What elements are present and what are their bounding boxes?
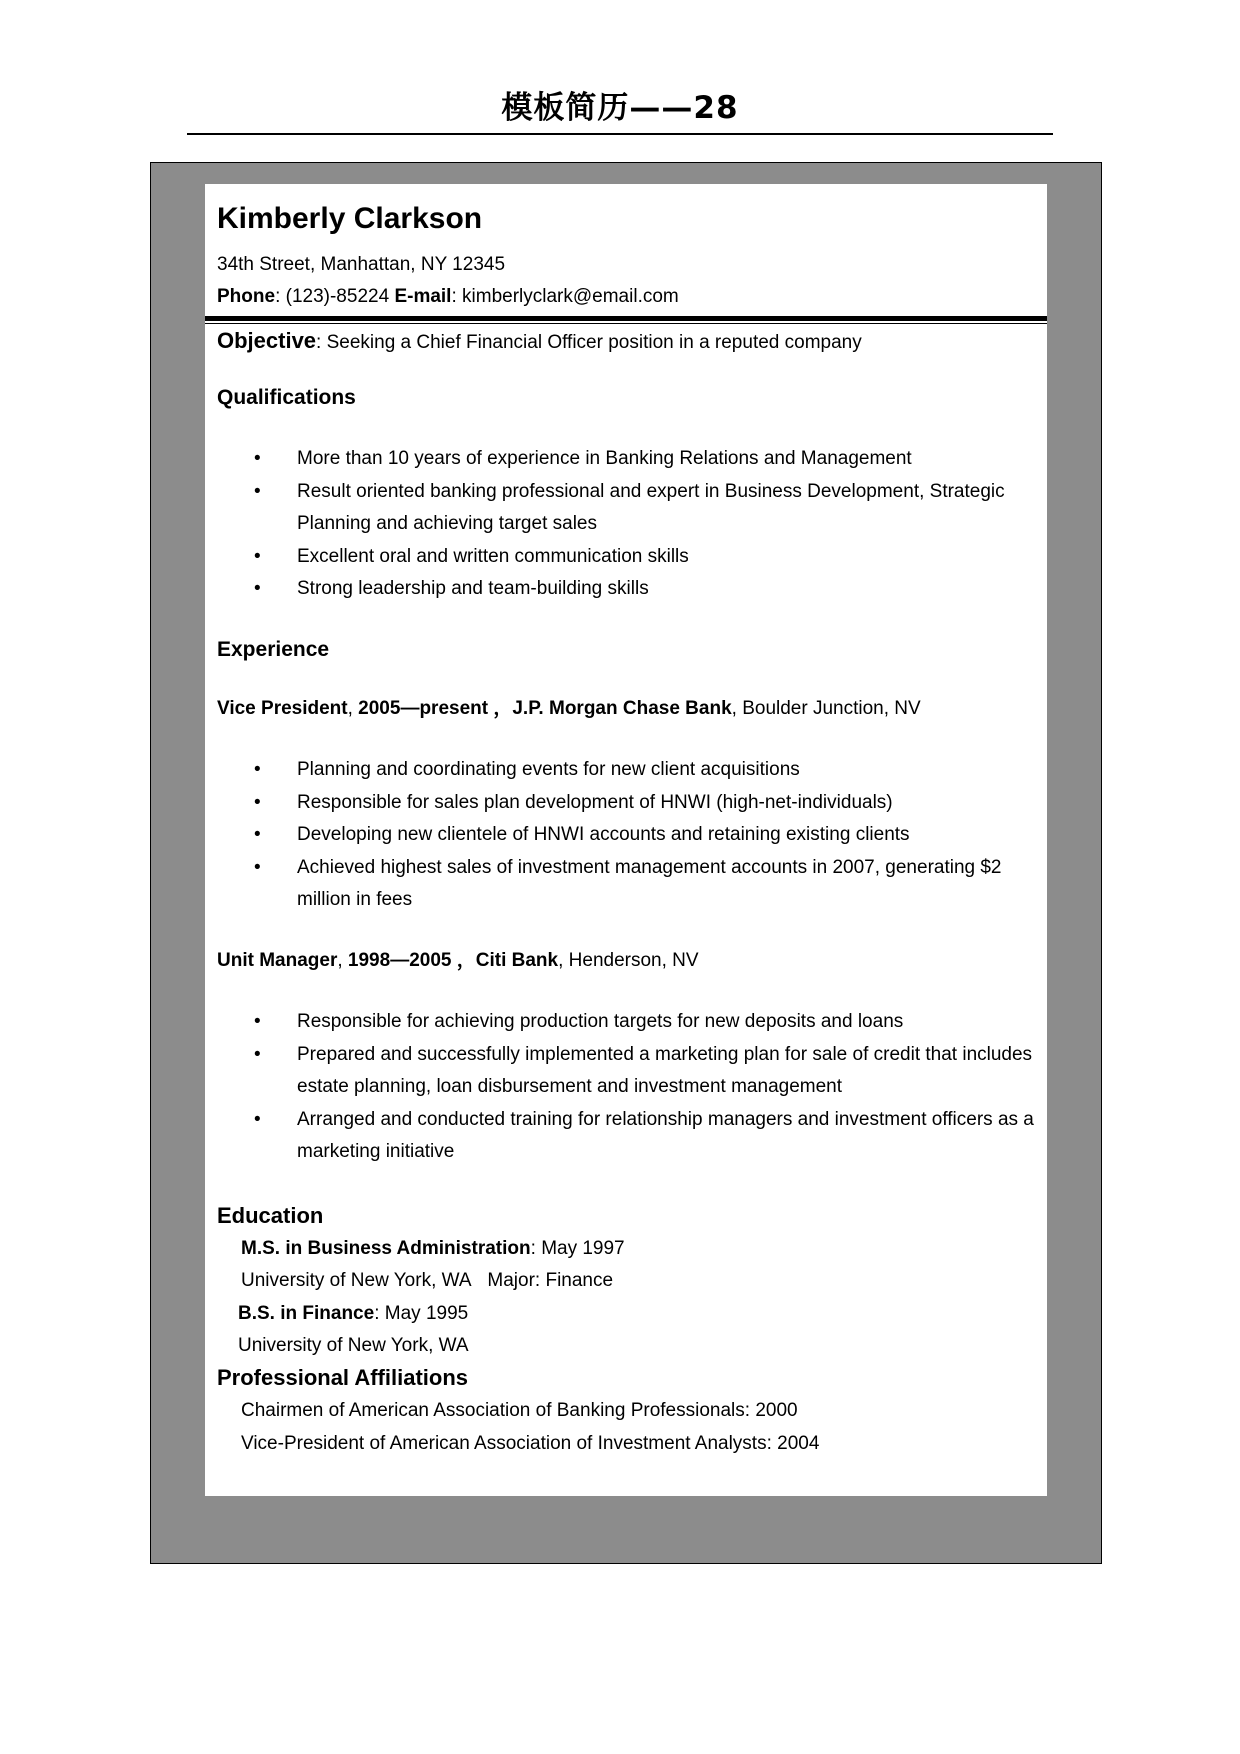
email-label: E-mail [394,286,452,307]
phone-label: Phone [217,286,276,307]
list-item: • Achieved highest sales of investment management accounts in 2007, generating $2 million in fees [217,852,1035,917]
affiliation-item: Vice-President of American Association of Investment Analysts: 2004 [241,1433,820,1454]
phone-value: (123)-85224 [285,286,390,307]
list-item: • More than 10 years of experience in Banking Relations and Management [217,443,1035,476]
candidate-name: Kimberly Clarkson [217,202,483,235]
degree-date: May 1995 [384,1303,469,1324]
list-item: • Planning and coordinating events for new client acquisitions [217,754,1035,787]
edu-degree: B.S. in Finance: May 1995 [238,1303,469,1324]
job-title: Vice President [217,698,348,719]
qualifications-heading: Qualifications [217,386,356,409]
list-item: • Arranged and conducted training for relationship managers and investment officers as a marketing initiative [217,1104,1035,1169]
degree-date: May 1997 [541,1238,625,1259]
edu-degree: M.S. in Business Administration: May 1997 [241,1238,625,1259]
address: 34th Street, Manhattan, NY 12345 [217,254,506,275]
job-period: 2005—present [358,698,489,719]
experience-heading: Experience [217,638,330,661]
school-name: University of New York, WA [241,1270,472,1291]
job-location: Boulder Junction, NV [742,698,921,719]
job-title: Unit Manager [217,950,338,971]
job-bullets [217,1006,1035,1169]
affiliations-heading: Professional Affiliations [217,1365,469,1390]
document-title: 模板简历——28 [501,90,739,126]
major: Major: Finance [487,1270,614,1291]
affiliation-item: Chairmen of American Association of Banking Professionals: 2000 [241,1400,798,1421]
job-company: J.P. Morgan Chase Bank [512,698,732,719]
list-item: • Responsible for achieving production targets for new deposits and loans [217,1006,1035,1039]
list-item: • Prepared and successfully implemented a marketing plan for sale of credit that includes estate planning, loan disbursement and investment management [217,1039,1035,1104]
job-location: Henderson, NV [568,950,699,971]
degree-name: B.S. in Finance [238,1303,375,1324]
list-item: • Result oriented banking professional and expert in Business Development, Strategic Planning and achieving target sales [217,476,1035,541]
title-underline [187,133,1053,135]
degree-name: M.S. in Business Administration [241,1238,531,1259]
job-period: 1998—2005 [347,950,452,971]
list-item: • Strong leadership and team-building skills [217,573,1035,606]
email-value: kimberlyclark@email.com [462,286,679,307]
qualifications-list [217,443,1035,606]
list-item: • Excellent oral and written communication skills [217,541,1035,574]
list-item: • Responsible for sales plan development of HNWI (high-net-individuals) [217,787,1035,820]
contact-line: Phone: (123)-85224 E-mail: kimberlyclark@email.com [217,286,679,307]
edu-school [241,1265,1035,1298]
objective: Objective: Seeking a Chief Financial Officer position in a reputed company [217,328,862,353]
education-heading: Education [217,1203,324,1228]
job-header: Vice President, 2005—present ，J.P. Morgan Chase Bank, Boulder Junction, NV [217,698,921,719]
job-bullets [217,754,1035,917]
job-header: Unit Manager, 1998—2005 ，Citi Bank, Henderson, NV [217,950,699,971]
list-item: • Developing new clientele of HNWI accounts and retaining existing clients [217,819,1035,852]
resume-sheet [205,184,1047,1496]
job-company: Citi Bank [475,950,559,971]
header-divider [205,316,1047,321]
objective-text: Seeking a Chief Financial Officer position in a reputed company [326,332,862,353]
objective-label: Objective [217,328,317,353]
edu-school: University of New York, WA [238,1335,469,1356]
